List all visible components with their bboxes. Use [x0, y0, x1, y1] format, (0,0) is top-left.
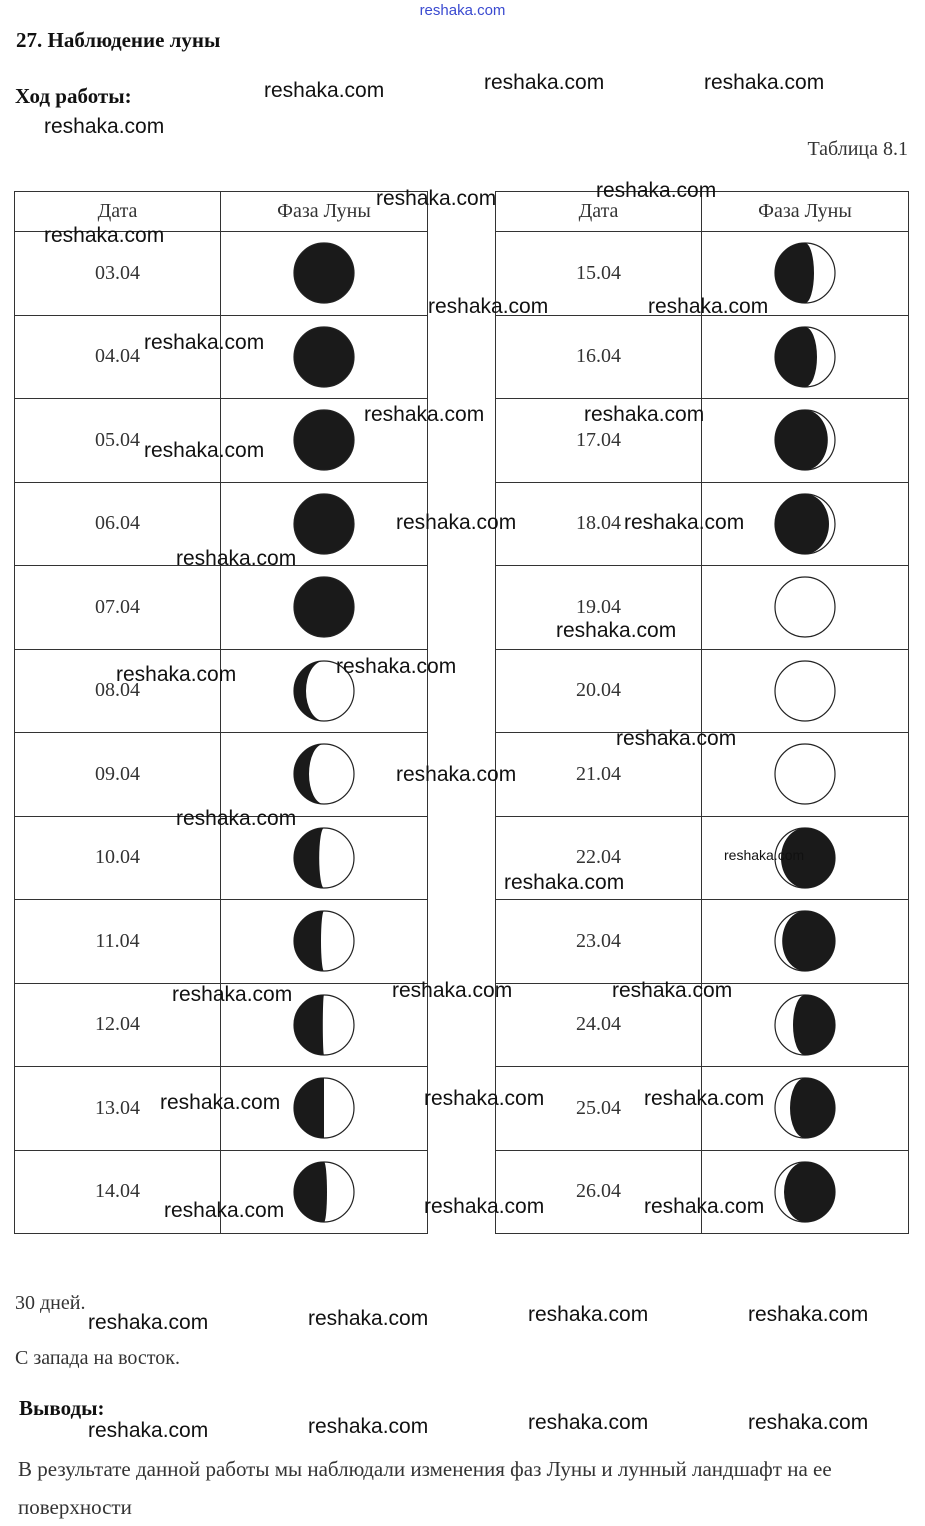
- conclusions-text: В результате данной работы мы наблюдали изменения фаз Луны и лунный ландшафт на ее поверхности: [18, 1457, 832, 1519]
- phase-cell: [221, 816, 428, 900]
- moon-table-right: [495, 191, 909, 1234]
- watermark: reshaka.com: [336, 655, 457, 678]
- phase-cell: [221, 900, 428, 984]
- moon-shadow: [294, 911, 324, 971]
- conclusions-heading: Выводы:: [19, 1396, 105, 1420]
- phase-cell: [221, 399, 428, 483]
- date-cell: 25.04: [496, 1067, 702, 1151]
- date-header: Дата: [496, 192, 702, 232]
- phase-cell: [702, 399, 909, 483]
- watermark: reshaka.com: [396, 511, 517, 534]
- watermark: reshaka.com: [612, 979, 733, 1002]
- date-header: Дата: [15, 192, 221, 232]
- phase-cell: [221, 315, 428, 399]
- watermark: reshaka.com: [144, 331, 265, 354]
- date-cell: 13.04: [15, 1067, 221, 1151]
- watermark: reshaka.com: [724, 847, 805, 863]
- phase-cell: [702, 816, 909, 900]
- moon-phase-icon: [291, 658, 357, 724]
- table-row: [15, 566, 428, 650]
- moon-phase-icon: [291, 574, 357, 640]
- moon-phase-icon: [772, 992, 838, 1058]
- watermark: reshaka.com: [176, 807, 297, 830]
- moon-phase-icon: [772, 574, 838, 640]
- moon-phase-icon: [772, 908, 838, 974]
- phase-cell: [221, 1067, 428, 1151]
- moon-phase-icon: [291, 825, 357, 891]
- watermark: reshaka.com: [596, 179, 717, 202]
- moon-phase-icon: [291, 992, 357, 1058]
- date-cell: 12.04: [15, 983, 221, 1067]
- moon-disc: [294, 243, 354, 303]
- moon-table-left: [14, 191, 428, 1234]
- phase-cell: [702, 566, 909, 650]
- answer-direction: С запада на восток.: [15, 1347, 180, 1369]
- moon-shadow: [790, 1078, 835, 1138]
- phase-cell: [702, 1150, 909, 1234]
- table-row: [15, 649, 428, 733]
- watermark: reshaka.com: [364, 403, 485, 426]
- date-cell: 21.04: [496, 733, 702, 817]
- phase-header: Фаза Луны: [221, 192, 428, 232]
- table-caption: Таблица 8.1: [807, 138, 908, 160]
- moon-shadow: [294, 995, 324, 1055]
- date-cell: 22.04: [496, 816, 702, 900]
- moon-phase-icon: [291, 240, 357, 306]
- phase-cell: [702, 315, 909, 399]
- table-row: [15, 983, 428, 1067]
- moon-phase-icon: [291, 908, 357, 974]
- watermark: reshaka.com: [116, 663, 237, 686]
- date-cell: 14.04: [15, 1150, 221, 1234]
- watermark: reshaka.com: [144, 439, 265, 462]
- moon-phase-icon: [772, 741, 838, 807]
- table-row: [496, 816, 909, 900]
- table-row: [15, 816, 428, 900]
- moon-phase-icon: [772, 658, 838, 724]
- moon-disc: [775, 577, 835, 637]
- moon-phase-icon: [291, 1075, 357, 1141]
- moon-shadow: [294, 1078, 324, 1138]
- table-row: [496, 900, 909, 984]
- procedure-heading: Ход работы:: [15, 84, 132, 108]
- phase-cell: [702, 983, 909, 1067]
- table-row: [15, 232, 428, 316]
- watermark: reshaka.com: [44, 224, 165, 247]
- watermark: reshaka.com: [428, 295, 549, 318]
- phase-cell: [702, 482, 909, 566]
- date-cell: 07.04: [15, 566, 221, 650]
- date-cell: 05.04: [15, 399, 221, 483]
- watermark: reshaka.com: [392, 979, 513, 1002]
- phase-cell: [702, 900, 909, 984]
- watermark: reshaka.com: [396, 763, 517, 786]
- moon-phase-icon: [291, 407, 357, 473]
- date-cell: 17.04: [496, 399, 702, 483]
- watermark: reshaka.com: [648, 295, 769, 318]
- table-row: [15, 482, 428, 566]
- watermark: reshaka.com: [308, 1415, 429, 1438]
- watermark: reshaka.com: [584, 403, 705, 426]
- phase-cell: [702, 649, 909, 733]
- phase-cell: [221, 983, 428, 1067]
- phase-cell: [221, 232, 428, 316]
- date-cell: 06.04: [15, 482, 221, 566]
- date-cell: 09.04: [15, 733, 221, 817]
- phase-cell: [221, 482, 428, 566]
- table-row: [496, 1067, 909, 1151]
- moon-disc: [294, 577, 354, 637]
- watermark: reshaka.com: [44, 115, 165, 138]
- moon-phase-icon: [291, 491, 357, 557]
- watermark: reshaka.com: [176, 547, 297, 570]
- moon-disc: [294, 410, 354, 470]
- moon-phase-icon: [772, 1075, 838, 1141]
- watermark: reshaka.com: [308, 1307, 429, 1330]
- date-cell: 16.04: [496, 315, 702, 399]
- table-row: [15, 399, 428, 483]
- moon-shadow: [793, 995, 835, 1055]
- watermark: reshaka.com: [164, 1199, 285, 1222]
- phase-cell: [702, 232, 909, 316]
- phase-header: Фаза Луны: [702, 192, 909, 232]
- table-row: [15, 900, 428, 984]
- table-row: [496, 733, 909, 817]
- moon-shadow: [775, 243, 814, 303]
- watermark: reshaka.com: [172, 983, 293, 1006]
- moon-shadow: [294, 1162, 327, 1222]
- watermark: reshaka.com: [624, 511, 745, 534]
- date-cell: 04.04: [15, 315, 221, 399]
- watermark: reshaka.com: [644, 1087, 765, 1110]
- moon-disc: [294, 327, 354, 387]
- moon-phase-icon: [291, 1159, 357, 1225]
- watermark: reshaka.com: [376, 187, 497, 210]
- moon-disc: [294, 494, 354, 554]
- date-cell: 03.04: [15, 232, 221, 316]
- phase-cell: [221, 649, 428, 733]
- watermark: reshaka.com: [88, 1311, 209, 1334]
- moon-disc: [775, 744, 835, 804]
- watermark: reshaka.com: [424, 1087, 545, 1110]
- table-row: [496, 482, 909, 566]
- watermark: reshaka.com: [484, 71, 605, 94]
- date-cell: 15.04: [496, 232, 702, 316]
- moon-phase-icon: [772, 324, 838, 390]
- watermark: reshaka.com: [528, 1303, 649, 1326]
- date-cell: 19.04: [496, 566, 702, 650]
- date-cell: 10.04: [15, 816, 221, 900]
- page-title: 27. Наблюдение луны: [16, 28, 221, 52]
- date-cell: 26.04: [496, 1150, 702, 1234]
- watermark: reshaka.com: [704, 71, 825, 94]
- watermark: reshaka.com: [644, 1195, 765, 1218]
- phase-cell: [702, 1067, 909, 1151]
- phase-cell: [221, 566, 428, 650]
- moon-phase-icon: [772, 1159, 838, 1225]
- moon-phase-icon: [291, 741, 357, 807]
- watermark: reshaka.com: [556, 619, 677, 642]
- table-row: [15, 1067, 428, 1151]
- watermark: reshaka.com: [88, 1419, 209, 1442]
- date-cell: 18.04: [496, 482, 702, 566]
- table-row: [496, 1150, 909, 1234]
- watermark: reshaka.com: [748, 1411, 869, 1434]
- phase-cell: [221, 1150, 428, 1234]
- moon-phase-icon: [772, 825, 838, 891]
- moon-phase-icon: [772, 407, 838, 473]
- table-row: [496, 649, 909, 733]
- date-cell: 08.04: [15, 649, 221, 733]
- moon-phase-icon: [772, 240, 838, 306]
- answer-period: 30 дней.: [15, 1292, 86, 1314]
- table-row: [15, 315, 428, 399]
- date-cell: 24.04: [496, 983, 702, 1067]
- watermark: reshaka.com: [616, 727, 737, 750]
- moon-disc: [775, 661, 835, 721]
- watermark: reshaka.com: [504, 871, 625, 894]
- phase-cell: [221, 733, 428, 817]
- watermark: reshaka.com: [424, 1195, 545, 1218]
- table-row: [15, 1150, 428, 1234]
- table-row: [496, 232, 909, 316]
- moon-phase-icon: [291, 324, 357, 390]
- watermark: reshaka.com: [160, 1091, 281, 1114]
- table-row: [496, 983, 909, 1067]
- moon-shadow: [775, 327, 817, 387]
- moon-phase-icon: [772, 491, 838, 557]
- table-row: [496, 566, 909, 650]
- table-row: [15, 733, 428, 817]
- date-cell: 23.04: [496, 900, 702, 984]
- table-row: [496, 399, 909, 483]
- watermark: reshaka.com: [748, 1303, 869, 1326]
- site-header-link[interactable]: reshaka.com: [419, 2, 506, 19]
- date-cell: 20.04: [496, 649, 702, 733]
- date-cell: 11.04: [15, 900, 221, 984]
- table-row: [496, 315, 909, 399]
- watermark: reshaka.com: [528, 1411, 649, 1434]
- watermark: reshaka.com: [264, 79, 385, 102]
- phase-cell: [702, 733, 909, 817]
- moon-shadow: [784, 1162, 835, 1222]
